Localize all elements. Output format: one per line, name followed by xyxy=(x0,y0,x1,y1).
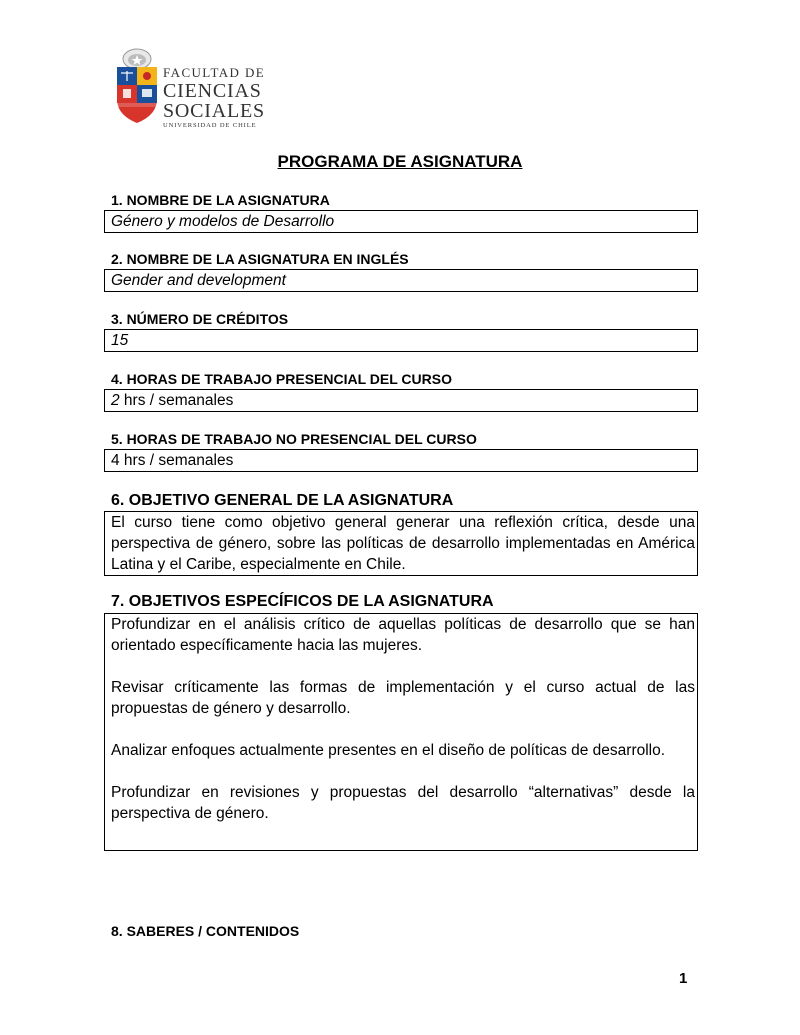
logo-line-university: UNIVERSIDAD DE CHILE xyxy=(163,122,257,129)
faculty-wordmark xyxy=(163,66,265,130)
section-7-objective-4: Profundizar en revisiones y propuestas del desarrollo “alternativas” desde la perspectiva de género. xyxy=(111,784,695,822)
section-7-box xyxy=(104,613,698,851)
section-1-box xyxy=(104,210,698,233)
section-6-value: El curso tiene como objetivo general generar una reflexión crítica, desde una perspectiva de género, sobre las políticas de desarrollo implementadas en América Latina y el Caribe, especialmente en Chile. xyxy=(111,514,695,573)
section-7-objective-2: Revisar críticamente las formas de implementación y el curso actual de las propuestas de género y desarrollo. xyxy=(111,679,695,717)
section-4-label: 4. HORAS DE TRABAJO PRESENCIAL DEL CURSO xyxy=(111,371,452,387)
page-title: PROGRAMA DE ASIGNATURA xyxy=(277,152,523,171)
section-5-value: 4 hrs / semanales xyxy=(111,452,234,469)
section-3-value: 15 xyxy=(111,332,129,349)
section-2-label: 2. NOMBRE DE LA ASIGNATURA EN INGLÉS xyxy=(111,251,409,267)
university-crest-icon xyxy=(112,47,162,125)
section-7-label: 7. OBJETIVOS ESPECÍFICOS DE LA ASIGNATURA xyxy=(111,593,494,610)
section-5-box xyxy=(104,449,698,472)
section-5-label: 5. HORAS DE TRABAJO NO PRESENCIAL DEL CURSO xyxy=(111,431,477,447)
section-7-objective-1: Profundizar en el análisis crítico de aquellas políticas de desarrollo que se han orientado específicamente hacia las mujeres. xyxy=(111,616,695,654)
logo-line-faculty: FACULTAD DE xyxy=(163,65,266,80)
section-1-label: 1. NOMBRE DE LA ASIGNATURA xyxy=(111,192,330,208)
section-6-label: 6. OBJETIVO GENERAL DE LA ASIGNATURA xyxy=(111,492,454,509)
section-4-value-unit: hrs / semanales xyxy=(119,392,234,409)
section-1-value: Género y modelos de Desarrollo xyxy=(111,213,335,230)
section-4-value-number: 2 xyxy=(111,392,120,409)
section-4-box xyxy=(104,389,698,412)
section-3-label: 3. NÚMERO DE CRÉDITOS xyxy=(111,311,289,327)
section-6-box xyxy=(104,511,698,576)
section-7-objective-3: Analizar enfoques actualmente presentes en el diseño de políticas de desarrollo. xyxy=(111,742,666,759)
page-number: 1 xyxy=(679,970,688,987)
logo-line-sociales: SOCIALES xyxy=(163,100,265,122)
section-2-box xyxy=(104,269,698,292)
section-8-label: 8. SABERES / CONTENIDOS xyxy=(111,923,300,939)
section-2-value: Gender and development xyxy=(111,272,286,289)
logo-line-ciencias: CIENCIAS xyxy=(163,80,262,102)
section-3-box xyxy=(104,329,698,352)
